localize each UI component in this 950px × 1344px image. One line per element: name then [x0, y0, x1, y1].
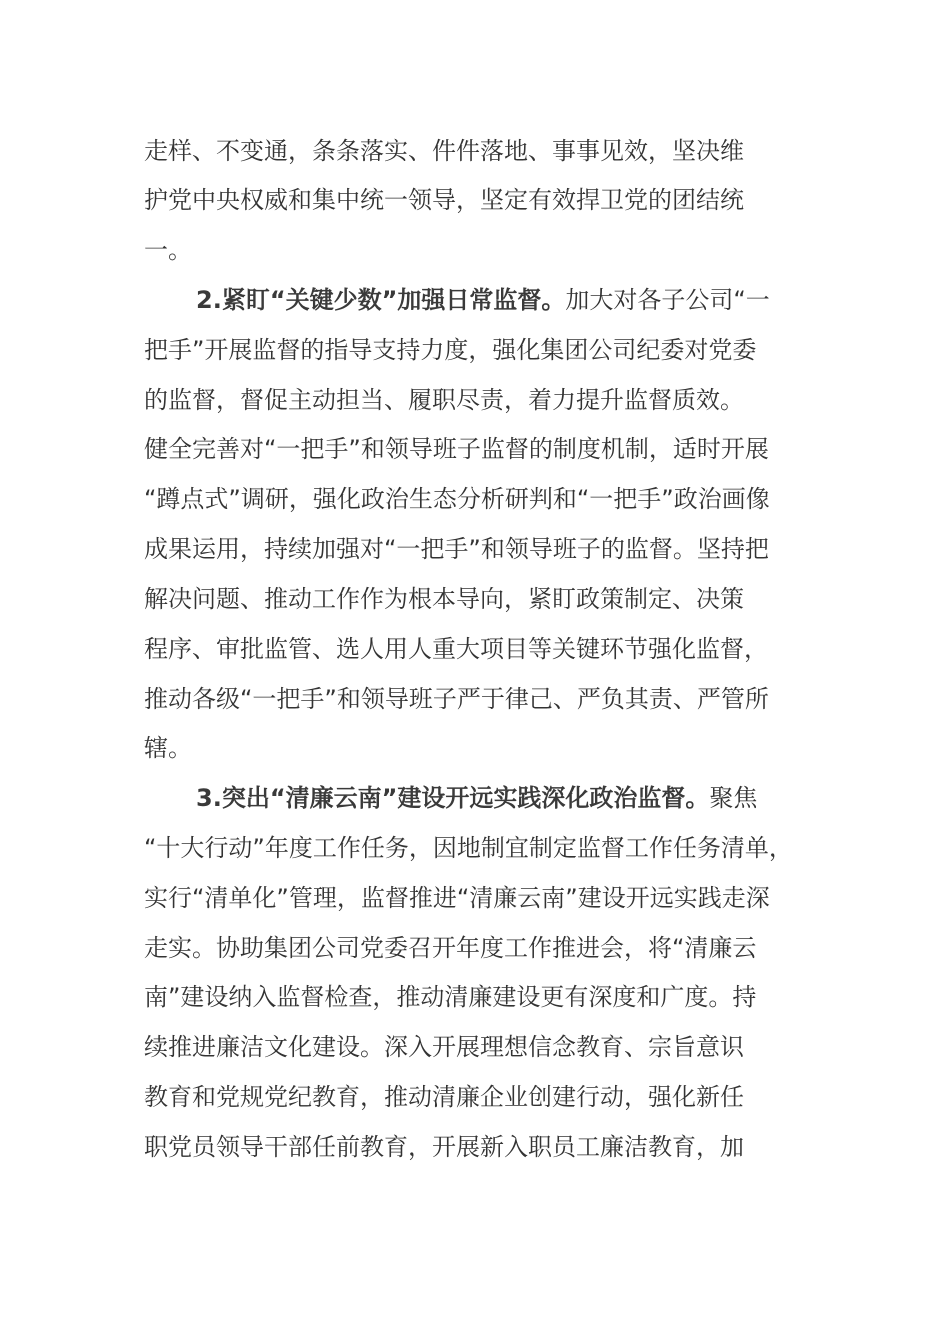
text-line: “蹲点式”调研，强化政治生态分析研判和“一把手”政治画像	[144, 485, 770, 513]
text-line: 辖。	[144, 734, 192, 762]
text-line: 的监督，督促主动担当、履职尽责，着力提升监督质效。	[144, 386, 744, 414]
text-line: 成果运用，持续加强对“一把手”和领导班子的监督。坚持把	[144, 535, 769, 563]
text-line: 解决问题、推动工作作为根本导向，紧盯政策制定、决策	[144, 585, 744, 613]
text-line: 职党员领导干部任前教育，开展新入职员工廉洁教育，加	[144, 1133, 744, 1161]
text-line: 实行“清单化”管理，监督推进“清廉云南”建设开远实践走深	[144, 884, 770, 912]
text-line: 程序、审批监管、选人用人重大项目等关键环节强化监督，	[144, 635, 768, 663]
paragraph-heading-line: 3.突出“清廉云南”建设开远实践深化政治监督。聚焦	[196, 784, 758, 812]
text-line: “十大行动”年度工作任务，因地制宜制定监督工作任务清单，	[144, 834, 793, 862]
text-line: 把手”开展监督的指导支持力度，强化集团公司纪委对党委	[144, 336, 757, 364]
text-line: 推动各级“一把手”和领导班子严于律己、严负其责、严管所	[144, 685, 769, 713]
text-line: 教育和党规党纪教育，推动清廉企业创建行动，强化新任	[144, 1083, 744, 1111]
text-line: 护党中央权威和集中统一领导，坚定有效捍卫党的团结统	[144, 186, 744, 214]
text-line: 走实。协助集团公司党委召开年度工作推进会，将“清廉云	[144, 934, 757, 962]
text-line: 健全完善对“一把手”和领导班子监督的制度机制，适时开展	[144, 435, 769, 463]
text-line: 南”建设纳入监督检查，推动清廉建设更有深度和广度。持	[144, 983, 757, 1011]
paragraph-heading-line: 2.紧盯“关键少数”加强日常监督。加大对各子公司“一	[196, 286, 770, 314]
section-heading-2: 2.紧盯“关键少数”加强日常监督。	[196, 286, 566, 314]
text-line: 续推进廉洁文化建设。深入开展理想信念教育、宗旨意识	[144, 1033, 744, 1061]
text-line: 一。	[144, 236, 192, 264]
text-line: 走样、不变通，条条落实、件件落地、事事见效，坚决维	[144, 137, 744, 165]
section-heading-3: 3.突出“清廉云南”建设开远实践深化政治监督。	[196, 784, 710, 812]
